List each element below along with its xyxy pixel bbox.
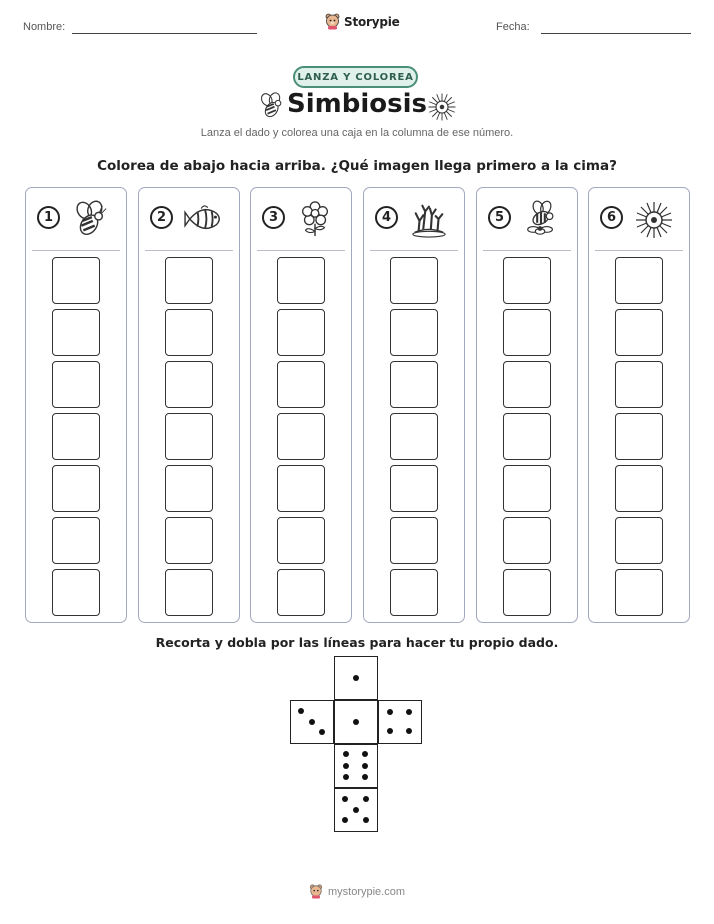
color-box[interactable]: [165, 465, 213, 512]
column-3: [250, 187, 352, 623]
bear-mascot-icon: [325, 13, 340, 30]
color-box[interactable]: [277, 309, 325, 356]
color-box[interactable]: [165, 361, 213, 408]
die-pip: [353, 807, 359, 813]
die-pip: [342, 796, 348, 802]
die-pip: [363, 796, 369, 802]
die-pip: [319, 729, 325, 735]
color-box[interactable]: [390, 413, 438, 460]
color-box[interactable]: [165, 257, 213, 304]
die-pip: [363, 817, 369, 823]
die-pip: [387, 709, 393, 715]
color-box[interactable]: [165, 517, 213, 564]
color-box[interactable]: [390, 361, 438, 408]
color-box[interactable]: [615, 257, 663, 304]
column-divider: [32, 250, 120, 251]
die-face-3: [290, 700, 334, 744]
color-box[interactable]: [390, 517, 438, 564]
color-box[interactable]: [165, 309, 213, 356]
color-box[interactable]: [615, 465, 663, 512]
column-divider: [483, 250, 571, 251]
brand-name: Storypie: [344, 14, 400, 29]
column-2: [138, 187, 240, 623]
color-box[interactable]: [503, 309, 551, 356]
column-number: 2: [150, 206, 173, 229]
color-box[interactable]: [52, 517, 100, 564]
worksheet-title: Simbiosis: [287, 89, 427, 119]
column-divider: [145, 250, 233, 251]
die-pip: [309, 719, 315, 725]
color-box[interactable]: [503, 257, 551, 304]
die-face-6: [334, 744, 378, 788]
color-box[interactable]: [165, 413, 213, 460]
color-box[interactable]: [503, 517, 551, 564]
color-box[interactable]: [52, 569, 100, 616]
footer-site: mystorypie.com: [327, 885, 406, 898]
color-box[interactable]: [390, 257, 438, 304]
column-divider: [595, 250, 683, 251]
color-box[interactable]: [52, 257, 100, 304]
color-box[interactable]: [277, 465, 325, 512]
color-box[interactable]: [615, 309, 663, 356]
worksheet-instruction: Colorea de abajo hacia arriba. ¿Qué imagen llega primero a la cima?: [97, 158, 617, 174]
color-box[interactable]: [277, 517, 325, 564]
column-1: [25, 187, 127, 623]
die-pip: [387, 728, 393, 734]
footer: [0, 884, 714, 899]
bee-icon: [71, 200, 109, 238]
die-pip: [406, 728, 412, 734]
color-box[interactable]: [503, 465, 551, 512]
clownfish-icon: [184, 200, 222, 238]
name-field-line[interactable]: [72, 33, 257, 34]
color-box[interactable]: [390, 569, 438, 616]
color-box[interactable]: [390, 465, 438, 512]
sea-anemone-icon: [427, 92, 457, 122]
die-pip: [342, 817, 348, 823]
name-label: Nombre:: [23, 21, 66, 33]
color-box[interactable]: [277, 361, 325, 408]
die-pip: [353, 675, 359, 681]
color-box[interactable]: [277, 257, 325, 304]
flower-icon: [296, 200, 334, 238]
column-number: 5: [488, 206, 511, 229]
color-box[interactable]: [503, 413, 551, 460]
sea-anemone-icon: [634, 200, 672, 238]
color-box[interactable]: [165, 569, 213, 616]
die-pip: [343, 751, 349, 757]
color-box[interactable]: [503, 361, 551, 408]
die-pip: [343, 774, 349, 780]
date-field-line[interactable]: [541, 33, 691, 34]
brand-logo: [325, 13, 400, 30]
die-pip: [406, 709, 412, 715]
color-box[interactable]: [503, 569, 551, 616]
color-box[interactable]: [52, 413, 100, 460]
die-face-1: [334, 656, 378, 700]
color-box[interactable]: [52, 465, 100, 512]
color-box[interactable]: [277, 413, 325, 460]
column-number: 4: [375, 206, 398, 229]
die-pip: [362, 763, 368, 769]
column-divider: [370, 250, 458, 251]
die-pip: [353, 719, 359, 725]
column-number: 6: [600, 206, 623, 229]
column-number: 3: [262, 206, 285, 229]
date-label: Fecha:: [496, 21, 530, 33]
die-face-1: [334, 700, 378, 744]
color-box[interactable]: [615, 569, 663, 616]
color-box[interactable]: [277, 569, 325, 616]
color-box[interactable]: [615, 413, 663, 460]
die-pip: [343, 763, 349, 769]
coral-icon: [409, 200, 447, 238]
bear-mascot-icon: [309, 884, 323, 899]
die-pip: [298, 708, 304, 714]
worksheet-subtitle: Lanza el dado y colorea una caja en la columna de ese número.: [200, 127, 514, 139]
bee-on-flower-icon: [522, 200, 560, 238]
column-4: [363, 187, 465, 623]
color-box[interactable]: [615, 517, 663, 564]
die-face-4: [378, 700, 422, 744]
dice-instruction: Recorta y dobla por las líneas para hacer tu propio dado.: [155, 635, 559, 650]
color-box[interactable]: [390, 309, 438, 356]
column-5: [476, 187, 578, 623]
activity-tag: LANZA Y COLOREA: [293, 66, 418, 88]
die-pip: [362, 751, 368, 757]
color-box[interactable]: [615, 361, 663, 408]
die-pip: [362, 774, 368, 780]
column-number: 1: [37, 206, 60, 229]
column-divider: [257, 250, 345, 251]
color-box[interactable]: [52, 309, 100, 356]
die-face-5: [334, 788, 378, 832]
column-6: [588, 187, 690, 623]
color-box[interactable]: [52, 361, 100, 408]
